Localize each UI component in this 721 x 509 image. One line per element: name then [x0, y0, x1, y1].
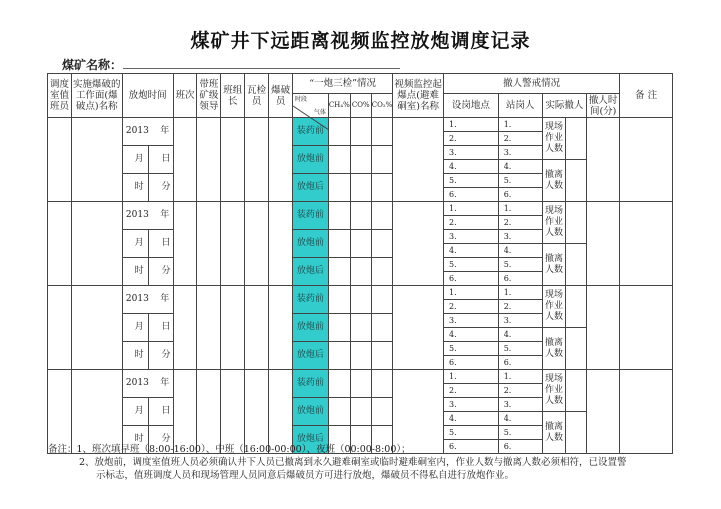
ch4-reading-cell[interactable] — [328, 314, 350, 342]
duty-officer-cell[interactable] — [48, 202, 72, 286]
post-location-cell[interactable]: 6. — [444, 188, 499, 202]
header-co: CO% — [350, 94, 371, 118]
post-person-cell[interactable]: 5. — [498, 258, 542, 272]
post-person-cell[interactable]: 4. — [498, 244, 542, 258]
co2-reading-cell[interactable] — [371, 230, 393, 258]
evacuated-label: 撤离人数 — [542, 412, 566, 454]
co-reading-cell[interactable] — [350, 230, 371, 258]
stage-stage-before-load: 装药前 — [293, 202, 329, 230]
post-location-cell[interactable]: 4. — [444, 412, 499, 426]
post-location-cell[interactable]: 1. — [444, 370, 499, 384]
post-location-cell[interactable]: 1. — [444, 118, 499, 132]
co-reading-cell[interactable] — [350, 202, 371, 230]
diag-gas-label: 气体 — [313, 108, 326, 116]
shift-cell[interactable] — [173, 370, 197, 454]
shift-cell[interactable] — [173, 118, 197, 202]
table-row — [48, 286, 673, 300]
stage-stage-before-load: 装药前 — [293, 286, 329, 314]
team-leader-cell[interactable] — [221, 202, 245, 286]
header-shift: 班次 — [173, 74, 197, 118]
gas-inspector-cell[interactable] — [245, 370, 269, 454]
header-post-person: 站岗人 — [498, 94, 542, 118]
co2-reading-cell[interactable] — [371, 286, 393, 314]
ch4-reading-cell[interactable] — [328, 174, 350, 202]
video-point-cell[interactable] — [393, 370, 444, 454]
stage-stage-after-blast: 放炮后 — [293, 426, 329, 454]
hour-cell[interactable]: 时 — [122, 258, 148, 286]
site-workers-label: 现场作业人数 — [542, 286, 566, 328]
post-person-cell[interactable]: 2. — [498, 216, 542, 230]
team-leader-cell[interactable] — [221, 286, 245, 370]
table-row — [48, 370, 673, 384]
co-reading-cell[interactable] — [350, 398, 371, 426]
post-person-cell[interactable]: 1. — [498, 370, 542, 384]
header-work-face: 实施爆破的工作面(爆破点)名称 — [71, 74, 122, 118]
co2-reading-cell[interactable] — [371, 202, 393, 230]
post-location-cell[interactable]: 5. — [444, 174, 499, 188]
ch4-reading-cell[interactable] — [328, 118, 350, 146]
leader-cell[interactable] — [197, 118, 221, 202]
site-workers-count[interactable] — [566, 286, 587, 328]
ch4-reading-cell[interactable] — [328, 286, 350, 314]
post-location-cell[interactable]: 4. — [444, 244, 499, 258]
site-workers-label: 现场作业人数 — [542, 202, 566, 244]
post-person-cell[interactable]: 1. — [498, 286, 542, 300]
post-location-cell[interactable]: 1. — [444, 202, 499, 216]
year-label: 年 — [160, 294, 170, 304]
stage-stage-before-blast: 放炮前 — [293, 146, 329, 174]
remarks-cell[interactable] — [620, 202, 673, 286]
header-actual-evac: 实际撤人 — [542, 94, 587, 118]
remarks-cell[interactable] — [620, 286, 673, 370]
stage-stage-before-blast: 放炮前 — [293, 230, 329, 258]
minute-cell[interactable]: 分 — [148, 258, 173, 286]
co2-reading-cell[interactable] — [371, 342, 393, 370]
header-post-location: 设岗地点 — [444, 94, 499, 118]
post-person-cell[interactable]: 6. — [498, 272, 542, 286]
evac-time-cell[interactable] — [587, 286, 620, 370]
co-reading-cell[interactable] — [350, 370, 371, 398]
header-blast-time: 放炮时间 — [122, 74, 173, 118]
stage-stage-before-load: 装药前 — [293, 370, 329, 398]
post-location-cell[interactable]: 3. — [444, 398, 499, 412]
month-cell[interactable]: 月 — [122, 230, 148, 258]
co2-reading-cell[interactable] — [371, 174, 393, 202]
year-value: 2013 — [125, 126, 149, 136]
site-workers-label: 现场作业人数 — [542, 118, 566, 160]
post-person-cell[interactable]: 1. — [498, 202, 542, 216]
remarks-cell[interactable] — [620, 118, 673, 202]
ch4-reading-cell[interactable] — [328, 370, 350, 398]
site-workers-count[interactable] — [566, 118, 587, 160]
blaster-cell[interactable] — [269, 286, 293, 370]
post-location-cell[interactable]: 2. — [444, 132, 499, 146]
video-point-cell[interactable] — [393, 202, 444, 286]
post-person-cell[interactable]: 1. — [498, 118, 542, 132]
day-cell[interactable]: 日 — [148, 230, 173, 258]
note-line-2: 2、放炮前，调度室值班人员必须确认井下人员已撤离到永久避难硐室或临时避难硐室内，作业人数与撤离人数必须相符，已设置警 — [79, 457, 627, 468]
post-person-cell[interactable]: 4. — [498, 412, 542, 426]
header-team-leader: 班组长 — [221, 74, 245, 118]
evacuated-label: 撤离人数 — [542, 328, 566, 370]
post-person-cell[interactable]: 6. — [498, 440, 542, 454]
header-evac-group: 撤人警戒情况 — [444, 74, 620, 94]
header-leader: 带班矿级领导 — [197, 74, 221, 118]
post-person-cell[interactable]: 6. — [498, 188, 542, 202]
post-location-cell[interactable]: 6. — [444, 272, 499, 286]
post-location-cell[interactable]: 4. — [444, 328, 499, 342]
team-leader-cell[interactable] — [221, 370, 245, 454]
video-point-cell[interactable] — [393, 118, 444, 202]
duty-officer-cell[interactable] — [48, 370, 72, 454]
header-diagonal-cell — [293, 94, 329, 118]
day-cell[interactable]: 日 — [148, 398, 173, 426]
co-reading-cell[interactable] — [350, 342, 371, 370]
year-cell[interactable] — [122, 118, 173, 146]
remarks-cell[interactable] — [620, 370, 673, 454]
post-location-cell[interactable]: 3. — [444, 314, 499, 328]
stage-stage-before-load: 装药前 — [293, 118, 329, 146]
stage-stage-before-blast: 放炮前 — [293, 398, 329, 426]
diag-period-label: 时段 — [295, 95, 308, 103]
day-cell[interactable]: 日 — [148, 314, 173, 342]
site-workers-count[interactable] — [566, 370, 587, 412]
stage-stage-before-blast: 放炮前 — [293, 314, 329, 342]
mine-name-field[interactable] — [123, 68, 400, 69]
table-row — [48, 118, 673, 132]
evac-time-cell[interactable] — [587, 118, 620, 202]
co-reading-cell[interactable] — [350, 286, 371, 314]
co-reading-cell[interactable] — [350, 258, 371, 286]
shift-cell[interactable] — [173, 202, 197, 286]
stage-stage-after-blast: 放炮后 — [293, 342, 329, 370]
co2-reading-cell[interactable] — [371, 146, 393, 174]
co-reading-cell[interactable] — [350, 174, 371, 202]
post-location-cell[interactable]: 2. — [444, 300, 499, 314]
minute-cell[interactable]: 分 — [148, 342, 173, 370]
mine-name-label: 煤矿名称： — [62, 58, 123, 72]
evacuated-label: 撤离人数 — [542, 160, 566, 202]
year-cell[interactable] — [122, 286, 173, 314]
header-co2: CO₂% — [371, 94, 393, 118]
site-workers-label: 现场作业人数 — [542, 370, 566, 412]
evacuated-count[interactable] — [566, 160, 587, 202]
hour-cell[interactable]: 时 — [122, 426, 148, 454]
blaster-cell[interactable] — [269, 370, 293, 454]
co-reading-cell[interactable] — [350, 146, 371, 174]
post-person-cell[interactable]: 2. — [498, 300, 542, 314]
header-check-group: “一炮三检”情况 — [293, 74, 393, 94]
header-ch4: CH₄% — [328, 94, 350, 118]
post-location-cell[interactable]: 5. — [444, 426, 499, 440]
month-cell[interactable]: 月 — [122, 398, 148, 426]
ch4-reading-cell[interactable] — [328, 342, 350, 370]
gas-inspector-cell[interactable] — [245, 286, 269, 370]
post-person-cell[interactable]: 3. — [498, 230, 542, 244]
post-person-cell[interactable]: 2. — [498, 132, 542, 146]
co2-reading-cell[interactable] — [371, 118, 393, 146]
post-person-cell[interactable]: 3. — [498, 146, 542, 160]
leader-cell[interactable] — [197, 370, 221, 454]
site-workers-count[interactable] — [566, 202, 587, 244]
leader-cell[interactable] — [197, 202, 221, 286]
shift-cell[interactable] — [173, 286, 197, 370]
post-person-cell[interactable]: 2. — [498, 384, 542, 398]
header-blaster: 爆破员 — [269, 74, 293, 118]
header-remarks: 备 注 — [620, 74, 673, 118]
year-value: 2013 — [125, 378, 149, 388]
ch4-reading-cell[interactable] — [328, 230, 350, 258]
page-title: 煤矿井下远距离视频监控放炮调度记录 — [190, 30, 531, 52]
work-face-cell[interactable] — [71, 118, 122, 202]
post-location-cell[interactable]: 2. — [444, 384, 499, 398]
header-duty-officer: 调度室值班员 — [48, 74, 72, 118]
post-person-cell[interactable]: 4. — [498, 160, 542, 174]
evac-time-cell[interactable] — [587, 202, 620, 286]
co2-reading-cell[interactable] — [371, 258, 393, 286]
header-evac-time: 撤人时间(分) — [587, 94, 620, 118]
year-label: 年 — [160, 378, 170, 388]
post-location-cell[interactable]: 2. — [444, 216, 499, 230]
year-cell[interactable] — [122, 370, 173, 398]
post-person-cell[interactable]: 3. — [498, 314, 542, 328]
evacuated-count[interactable] — [566, 328, 587, 370]
notes-label: 备注： — [48, 444, 77, 455]
duty-officer-cell[interactable] — [48, 118, 72, 202]
work-face-cell[interactable] — [71, 370, 122, 454]
post-person-cell[interactable]: 4. — [498, 328, 542, 342]
post-person-cell[interactable]: 3. — [498, 398, 542, 412]
year-label: 年 — [160, 210, 170, 220]
ch4-reading-cell[interactable] — [328, 258, 350, 286]
month-cell[interactable]: 月 — [122, 314, 148, 342]
evacuated-count[interactable] — [566, 244, 587, 286]
post-location-cell[interactable]: 3. — [444, 230, 499, 244]
hour-cell[interactable]: 时 — [122, 174, 148, 202]
minute-cell[interactable]: 分 — [148, 426, 173, 454]
gas-inspector-cell[interactable] — [245, 118, 269, 202]
leader-cell[interactable] — [197, 286, 221, 370]
evacuated-label: 撤离人数 — [542, 244, 566, 286]
ch4-reading-cell[interactable] — [328, 146, 350, 174]
post-location-cell[interactable]: 3. — [444, 146, 499, 160]
month-cell[interactable]: 月 — [122, 146, 148, 174]
year-cell[interactable] — [122, 202, 173, 230]
work-face-cell[interactable] — [71, 202, 122, 286]
stage-stage-after-blast: 放炮后 — [293, 258, 329, 286]
year-label: 年 — [160, 126, 170, 136]
ch4-reading-cell[interactable] — [328, 398, 350, 426]
post-location-cell[interactable]: 1. — [444, 286, 499, 300]
post-location-cell[interactable]: 4. — [444, 160, 499, 174]
post-person-cell[interactable]: 5. — [498, 174, 542, 188]
co2-reading-cell[interactable] — [371, 370, 393, 398]
blaster-cell[interactable] — [269, 118, 293, 202]
work-face-cell[interactable] — [71, 286, 122, 370]
post-location-cell[interactable]: 6. — [444, 356, 499, 370]
post-location-cell[interactable]: 5. — [444, 258, 499, 272]
post-person-cell[interactable]: 5. — [498, 426, 542, 440]
video-point-cell[interactable] — [393, 286, 444, 370]
gas-inspector-cell[interactable] — [245, 202, 269, 286]
footnotes — [48, 443, 627, 482]
hour-cell[interactable]: 时 — [122, 342, 148, 370]
table-row — [48, 202, 673, 216]
day-cell[interactable]: 日 — [148, 146, 173, 174]
post-person-cell[interactable]: 6. — [498, 356, 542, 370]
stage-stage-after-blast: 放炮后 — [293, 174, 329, 202]
blaster-cell[interactable] — [269, 202, 293, 286]
minute-cell[interactable]: 分 — [148, 174, 173, 202]
co2-reading-cell[interactable] — [371, 314, 393, 342]
year-value: 2013 — [125, 210, 149, 220]
ch4-reading-cell[interactable] — [328, 202, 350, 230]
co2-reading-cell[interactable] — [371, 398, 393, 426]
post-location-cell[interactable]: 6. — [444, 440, 499, 454]
post-person-cell[interactable]: 5. — [498, 342, 542, 356]
post-location-cell[interactable]: 5. — [444, 342, 499, 356]
co-reading-cell[interactable] — [350, 118, 371, 146]
header-video-point: 视频监控起爆点(避难硐室)名称 — [393, 74, 444, 118]
header-gas-inspector: 瓦检员 — [245, 74, 269, 118]
duty-officer-cell[interactable] — [48, 286, 72, 370]
co-reading-cell[interactable] — [350, 314, 371, 342]
note-line-3: 示标志，值班调度人员和现场管理人员同意后爆破员方可进行放炮，爆破员不得私自进行放炮作业。 — [96, 470, 515, 481]
evac-time-cell[interactable] — [587, 370, 620, 454]
team-leader-cell[interactable] — [221, 118, 245, 202]
note-line-1: 1、班次填早班（8:00-16:00）、中班（16:00-00:00）、夜班（00:00-8:00）； — [76, 444, 411, 455]
year-value: 2013 — [125, 294, 149, 304]
